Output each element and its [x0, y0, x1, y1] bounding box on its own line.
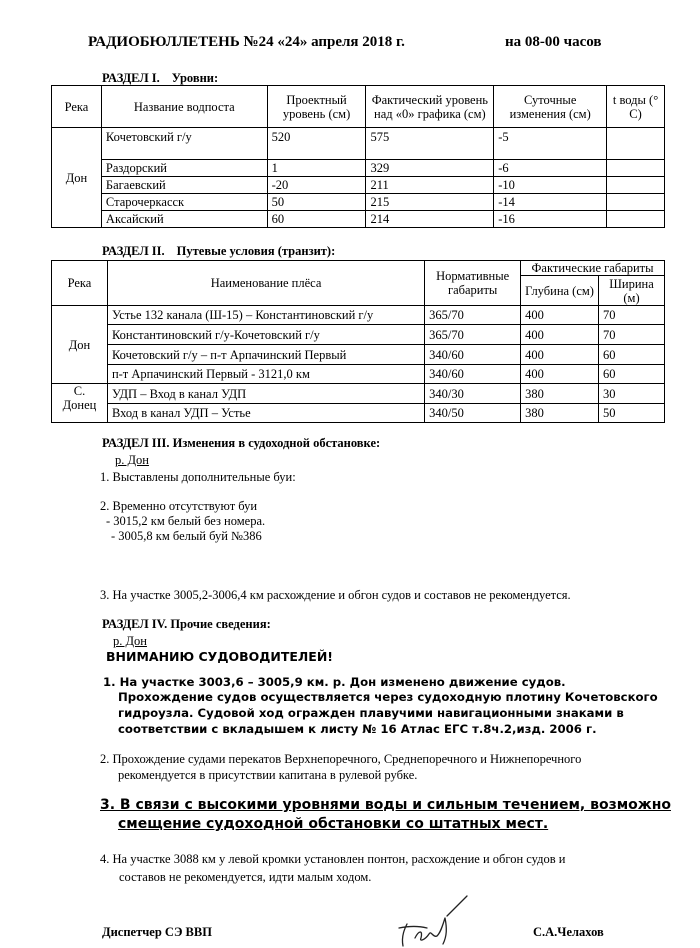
attention-heading: ВНИМАНИЮ СУДОВОДИТЕЛЕЙ! [106, 649, 333, 664]
title-time: на 08-00 часов [505, 34, 602, 50]
section4-item1-line4: соответствии с вкладышем к листу № 16 Атлас ЕГС т.8ч.2,изд. 2006 г. [118, 722, 597, 736]
col-reach: Наименование плёса [107, 261, 424, 306]
river-cell: Дон [52, 306, 108, 384]
section3-item2-b: - 3005,8 км белый буй №386 [111, 529, 262, 543]
col-actual-dims: Фактические габариты [521, 261, 665, 276]
table-row: Кочетовский г/у – п-т Арпачинский Первый 340/60 400 60 [52, 345, 665, 365]
col-river: Река [52, 261, 108, 306]
section4-heading: РАЗДЕЛ IV. Прочие сведения: [102, 617, 271, 631]
signature-image [385, 888, 475, 948]
table-row: Аксайский 60 214 -16 [52, 211, 665, 228]
table-row: С. Донец УДП – Вход в канал УДП 340/30 380 30 [52, 384, 665, 404]
section4-item1-line3: гидроузла. Судовой ход огражден плавучими навигационными знаками в [118, 706, 624, 720]
section3-item2: 2. Временно отсутствуют буи [100, 499, 258, 513]
section3-item1: 1. Выставлены дополнительные буи: [100, 470, 296, 484]
levels-header-row [52, 86, 665, 128]
section3-river: р. Дон [115, 453, 149, 467]
col-river: Река [52, 86, 102, 128]
section4-item2-line2: рекомендуется в присутствии капитана в рулевой рубке. [118, 768, 418, 782]
section4-item3-line1: 3. В связи с высокими уровнями воды и сильным течением, возможно [100, 797, 671, 813]
table-row: п-т Арпачинский Первый - 3121,0 км 340/60 400 60 [52, 365, 665, 384]
transit-header-row-1 [52, 261, 665, 276]
col-depth: Глубина (см) [521, 276, 599, 306]
section2-heading: РАЗДЕЛ II. Путевые условия (транзит): [102, 244, 336, 258]
title-main: РАДИОБЮЛЛЕТЕНЬ №24 «24» апреля 2018 г. [88, 34, 405, 50]
section3-heading: РАЗДЕЛ III. Изменения в судоходной обстановке: [102, 436, 381, 450]
section4-item4-line1: 4. На участке 3088 км у левой кромки установлен понтон, расхождение и обгон судов и [100, 852, 566, 866]
section4-river: р. Дон [113, 634, 147, 648]
col-actual-level: Фактический уровень над «0» графика (см) [366, 86, 494, 128]
table-row: Багаевский -20 211 -10 [52, 177, 665, 194]
section3-item2-a: - 3015,2 км белый без номера. [106, 514, 266, 528]
col-water-temp: t воды (° C) [607, 86, 665, 128]
table-row: Вход в канал УДП – Устье 340/50 380 50 [52, 404, 665, 423]
section4-item2-line1: 2. Прохождение судами перекатов Верхнепоречного, Среднепоречного и Нижнепоречного [100, 752, 582, 766]
transit-table [51, 260, 665, 423]
signatory-name: С.А.Челахов [533, 925, 604, 939]
col-post: Название водпоста [101, 86, 267, 128]
bulletin-title [88, 34, 602, 51]
section4-item1-line1: 1. На участке 3003,6 – 3005,9 км. р. Дон изменено движение судов. [103, 675, 566, 689]
table-row: Константиновский г/у-Кочетовский г/у 365/70 400 70 [52, 325, 665, 345]
col-norm: Нормативные габариты [425, 261, 521, 306]
river-cell: С. Донец [52, 384, 108, 423]
table-row: Старочеркасск 50 215 -14 [52, 194, 665, 211]
section4-item3-line2: смещение судоходной обстановки со штатных мест. [118, 816, 549, 832]
col-project-level: Проектный уровень (см) [267, 86, 366, 128]
section4-item4-line2: составов не рекомендуется, идти малым ходом. [119, 870, 372, 884]
section4-item1-line2: Прохождение судов осуществляется через судоходную плотину Кочетовского [118, 690, 658, 704]
table-row: Дон Кочетовский г/у 520 575 -5 [52, 128, 665, 160]
dispatcher-label: Диспетчер СЭ ВВП [102, 925, 212, 939]
section1-heading: РАЗДЕЛ I. Уровни: [102, 71, 219, 85]
col-width: Ширина (м) [599, 276, 665, 306]
table-row: Раздорский 1 329 -6 [52, 160, 665, 177]
river-cell: Дон [52, 128, 102, 228]
section3-item3: 3. На участке 3005,2-3006,4 км расхождение и обгон судов и составов не рекомендуется. [100, 588, 571, 602]
table-row: Дон Устье 132 канала (Ш-15) – Константиновский г/у 365/70 400 70 [52, 306, 665, 325]
levels-table [51, 85, 665, 228]
col-daily-change: Суточные изменения (см) [494, 86, 607, 128]
